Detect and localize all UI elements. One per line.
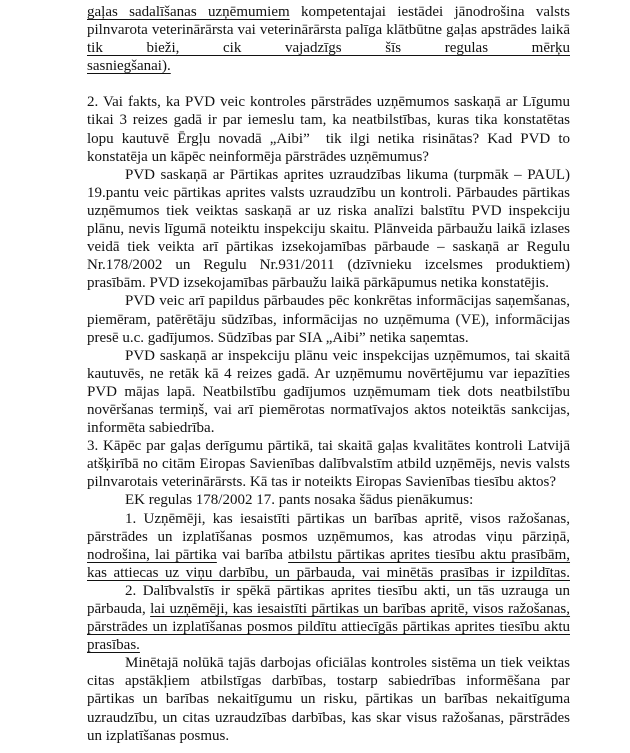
text-segment: PVD saskaņā ar Pārtikas aprites uzraudzības likuma (turpmāk – PAUL) [125,166,570,183]
text-line [87,39,570,57]
text-line [87,347,570,365]
text-line [87,709,570,727]
text-line [87,184,570,202]
document-body [87,3,570,745]
text-segment: EK regulas 178/2002 17. pants nosaka šādus pienākumus: [125,492,474,509]
text-segment: plānu, nevis līgumā noteiktu inspekciju skaitu. Plānveida pārbaužu laikā izlases [87,221,570,238]
text-segment: veidā tiek veikta arī pārtikas izsekojamības pārbaude – saskaņā ar Regulu [87,239,570,256]
text-segment: PVD saskaņā ar inspekciju plānu veic inspekcijas uzņēmumos, tai skaitā [125,347,570,364]
text-line [87,528,570,546]
text-line [87,727,570,745]
text-line [87,21,570,39]
text-segment: vai barība [216,546,289,563]
text-segment: uzraudzību, un citas uzraudzības darbības, kas skar visus ražošanas, pārstrādes [87,709,570,726]
text-line [87,437,570,455]
text-segment: presē u.c. gadījumos. Sūdzības par SIA „Aibi” netika saņemtas. [87,329,469,346]
text-segment: uzņēmumos tiek veiktas saskaņā ar uz riska analīzi balstītu PVD inspekciju [87,202,570,219]
text-line [87,256,570,274]
text-line [87,383,570,401]
text-line [87,311,570,329]
text-segment: 1. Uzņēmēji, kas iesaistīti pārtikas un barības apritē, visos ražošanas, [125,510,570,527]
text-segment: PVD mājas lapā. Neatbilstību gadījumos uzņēmumam tiek dots neatbilstību [87,383,570,400]
text-segment: citas apstākļiem atbilstīgas darbības, tostarp sabiedrības informēšana par [87,673,570,690]
text-line [87,93,570,111]
text-line [87,401,570,419]
text-segment: 3. Kāpēc par gaļas derīgumu pārtikā, tai skaitā gaļas kvalitātes kontroli Latvijā [87,438,570,455]
text-line [87,564,570,582]
text-line [87,510,570,528]
text-line [87,690,570,708]
text-segment: pilnvarotais veterinārārsts. Kā tas ir noteikts Eiropas Savienības tiesību aktos? [87,474,557,491]
text-line [87,582,570,600]
text-segment: Nr.178/2002 un Regulu Nr.931/2011 (dzīvnieku izcelsmes produktiem) [87,257,570,274]
text-line [87,419,570,437]
underlined-text: lai uzņēmēji, kas iesaistīti pārtikas un barības apritē, visos ražošanas, [150,601,571,617]
text-line [87,274,570,292]
text-line [87,166,570,184]
paragraph-p7-ek-regula [87,491,570,509]
text-segment: 19.pantu veic pārtikas aprites valsts uzraudzību un kontroli. Pārbaudes pārtikas [87,184,570,201]
text-segment: pilnvarota veterinārārsta vai veterinārārsta palīga klātbūtne gaļas apstrādes laikā [87,22,570,39]
underlined-text: gaļas sadalīšanas uzņēmumiem [87,4,290,20]
text-segment: kautuvēs, ne retāk kā 4 reizes gadā. Ar uzņēmumu novērtējumu var iepazīties [87,365,570,382]
underlined-text: prasības. [87,637,140,654]
underlined-text: sasniegšanai). [87,58,171,75]
text-segment: piemēram, patērētāju sūdzības, informācijas no uzņēmuma (VE), informācijas [87,311,570,328]
text-line [87,292,570,310]
text-line [87,3,570,21]
text-line [87,546,570,564]
text-line [87,238,570,256]
text-line [87,654,570,672]
text-segment: informēta sabiedrība. [87,420,215,437]
paragraph-p4-additional-checks [87,292,570,346]
text-segment: 2. Vai fakts, ka PVD veic kontroles pārstrādes uzņēmumos saskaņā ar Līgumu [87,94,570,111]
underlined-text: tik bieži, cik vajadzīgs šīs regulas mērķu [87,40,570,57]
text-line [87,202,570,220]
text-line [87,618,570,636]
text-segment: konstatēja un kāpēc neinformēja pārstrādes uzņēmumus? [87,148,429,165]
paragraph-p8-duty-1 [87,510,570,582]
text-segment: PVD veic arī papildus pārbaudes pēc konkrētas informācijas saņemšanas, [125,293,570,310]
underlined-text: kas attiecas uz viņu darbību, un pārbauda, vai minētās prasības ir izpildītas. [87,564,570,581]
text-segment: tikai 3 reizes gadā ir par iemeslu tam, ka neatbilstības, kuras tika konstatētas [87,112,570,129]
underlined-text: atbilstu pārtikas aprites tiesību aktu prasībām, [288,546,571,563]
text-line [87,329,570,347]
text-segment: prasībām. PVD izsekojamības pārbaužu laikā pārkāpumus netika konstatējis. [87,275,549,292]
paragraph-p3-answer-paul [87,166,570,293]
paragraph-p10-official-controls [87,654,570,744]
paragraph-p2-question-2 [87,93,570,165]
underlined-text: pārstrādes un izplatīšanas posmos pildītu attiecīgās pārtikas aprites tiesību aktu [87,619,570,636]
text-segment: pārtikas un barības nekaitīgumu un risku, pārtikas un barības nekaitīguma [87,691,570,708]
text-line [87,491,570,509]
text-segment: un izplatīšanas posmus. [87,727,230,744]
paragraph-p5-inspection-plan [87,347,570,437]
text-line [87,148,570,166]
text-segment: lopu kautuvē Ērgļu novadā „Aibi” tik ilgi netika risinātas? Kad PVD to [87,130,570,147]
text-segment: Minētajā nolūkā tajās darbojas oficiālas kontroles sistēma un tiek veiktas [125,655,570,672]
text-line [87,455,570,473]
text-line [87,130,570,148]
text-segment: novēršanas termiņš, vai arī piemērotas normatīvajos aktos noteiktās sankcijas, [87,401,570,418]
text-line [87,672,570,690]
text-line [87,636,570,654]
text-line [87,365,570,383]
text-line [87,111,570,129]
paragraph-p1-continuation [87,3,570,75]
text-segment: atšķirībā no citām Eiropas Savienības dalībvalstīm atbild uzņēmējs, nevis valsts [87,456,570,473]
text-line [87,600,570,618]
text-segment: kompetentajai iestādei jānodrošina valsts [289,4,570,20]
text-line [87,57,570,75]
text-segment: pārbauda, [87,601,151,617]
text-line [87,220,570,238]
text-segment: pārstrādes un izplatīšanas posmos uzņēmumos, kas atrodas viņu pārziņā, [87,528,570,545]
text-segment: 2. Dalībvalstīs ir spēkā pārtikas aprites tiesību akti, un tās uzrauga un [125,582,570,599]
paragraph-p6-question-3 [87,437,570,491]
underlined-text: nodrošina, lai pārtika [87,546,217,563]
text-line [87,473,570,491]
paragraph-p9-duty-2 [87,582,570,654]
